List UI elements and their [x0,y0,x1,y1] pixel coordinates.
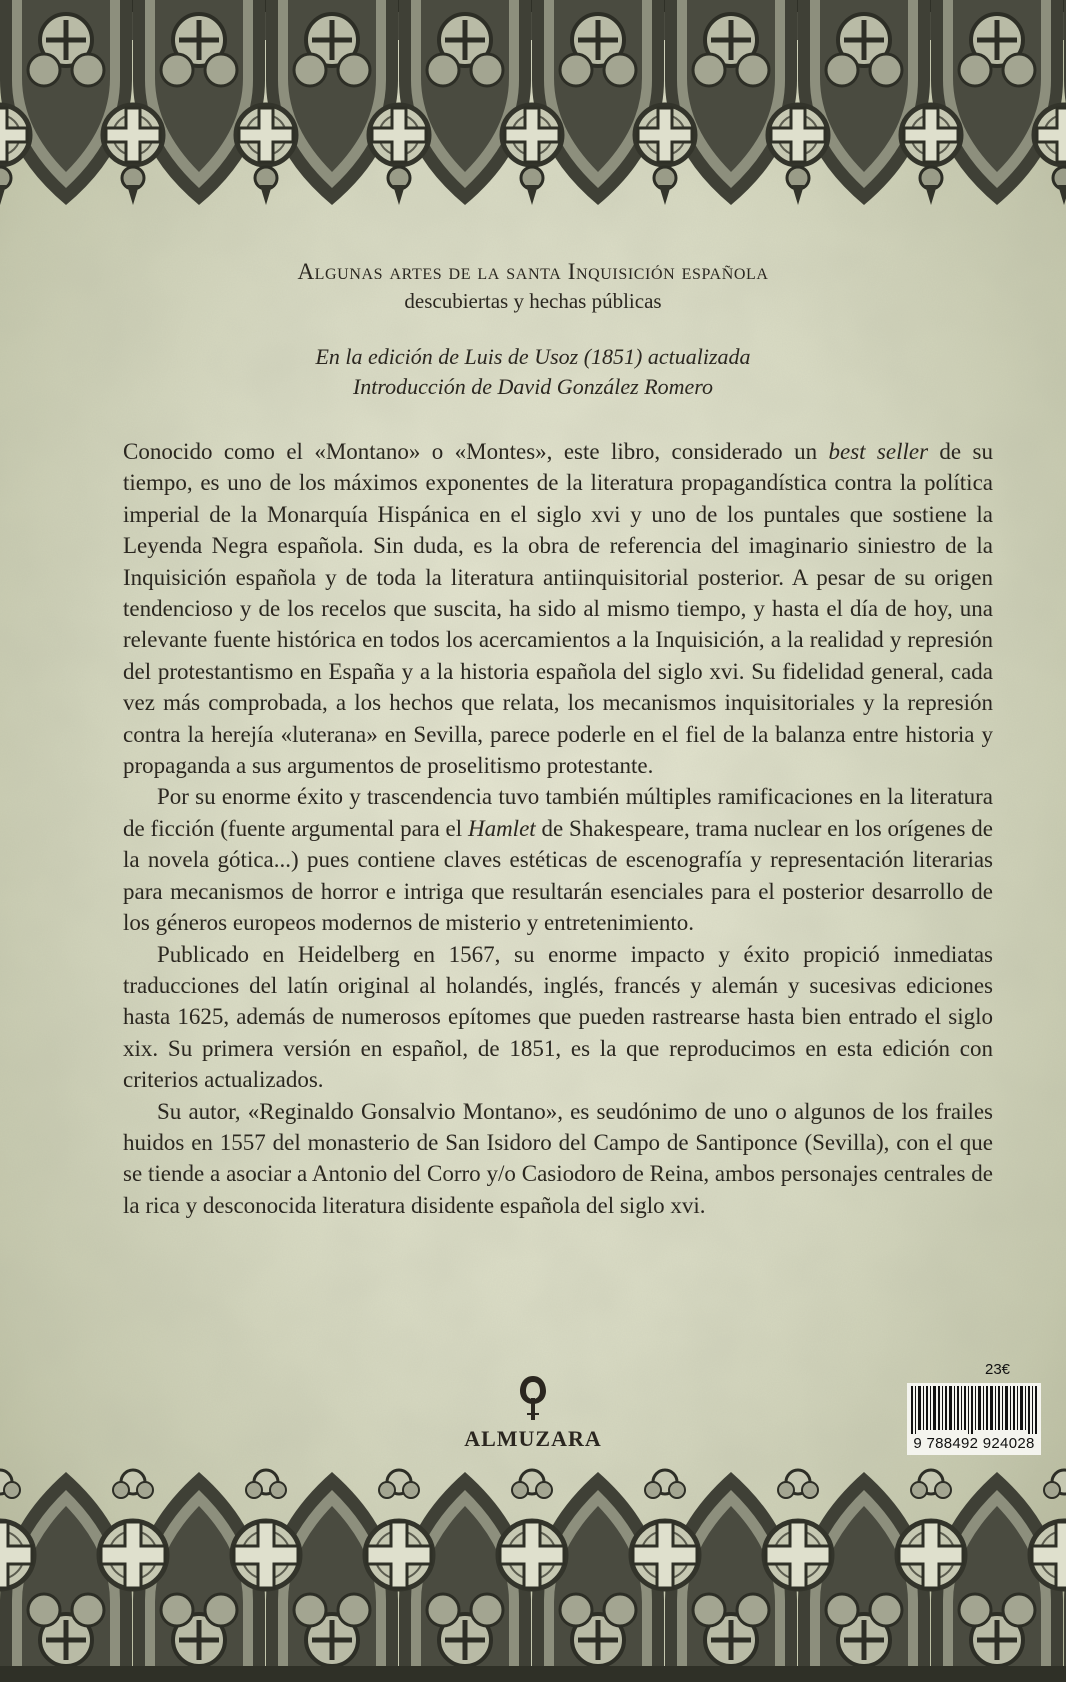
book-title: Algunas artes de la santa Inquisición española [297,259,769,284]
edition-line: En la edición de Luis de Usoz (1851) actualizada [315,344,751,369]
almuzara-emblem-icon [516,1374,550,1422]
italic-term: best seller [828,439,929,464]
publisher-logo [453,1374,613,1452]
edition-note [0,342,1066,402]
blurb-text [123,436,993,1221]
isbn-number: 9 788492 924028 [913,1435,1035,1452]
blurb-paragraph: Publicado en Heidelberg en 1567, su enorme impacto y éxito propició inmediatas traducciones del latín original al holandés, inglés, francés y alemán y sucesivas ediciones hasta 1625, además de numerosos epítomes que pueden rastrearse hasta bien entrado el siglo xix. Su primera versión en español, de 1851, es la que reproducimos en esta edición con criterios actualizados. [123,941,993,1093]
publisher-name: ALMUZARA [464,1426,602,1451]
blurb-paragraph [123,436,993,781]
text-span: de Shakespeare, trama nuclear en los orígenes de la novela gótica...) pues contiene claves estéticas de escenografía y representación literarias para mecanismos de horror e intriga que resultarán esenciales para el posterior desarrollo de los géneros europeos modernos de misterio y entretenimiento. [123,815,994,936]
price-label: 23€ [985,1361,1011,1378]
text-span: Por su enorme éxito y trascendencia tuvo también múltiples ramificaciones en la literatura de ficción (fuente argumental para el [123,784,993,841]
book-subtitle: descubiertas y hechas públicas [404,289,662,313]
bottom-ornament-border [0,1460,1066,1682]
text-span: Conocido como el «Montano» o «Montes», este libro, considerado un [123,439,829,464]
blurb-paragraph [123,781,993,938]
text-span: de su tiempo, es uno de los máximos exponentes de la literatura propagandística contra la política imperial de la Monarquía Hispánica en el siglo xvi y uno de los puntales que sostiene la Leyenda Negra española. Sin duda, es la obra de referencia del imaginario siniestro de la Inquisición española y de toda la literatura antiinquisitorial posterior. A pesar de su origen tendencioso y de los recelos que suscita, ha sido al mismo tiempo, y hasta el día de hoy, una relevante fuente histórica en todos los acercamientos a la Inquisición, a la realidad y represión del protestantismo en España y a la historia española del siglo xvi. Su fidelidad general, cada vez más comprobada, a los hechos que relata, los mecanismos inquisitoriales y la represión contra la herejía «luterana» en Sevilla, parece poderle en el fiel de la balanza entre historia y propaganda a sus argumentos de proselitismo protestante. [123,439,993,779]
isbn-barcode [907,1383,1041,1455]
top-ornament-border [0,0,1066,215]
introduction-line: Introducción de David González Romero [352,374,714,399]
blurb-paragraph: Su autor, «Reginaldo Gonsalvio Montano», es seudónimo de uno o algunos de los frailes huidos en 1557 del monasterio de San Isidoro del Campo de Santiponce (Sevilla), con el que se tiende a asociar a Antonio del Corro y/o Casiodoro de Reina, ambos personajes centrales de la rica y desconocida literatura disidente española del siglo xvi. [123,1098,993,1218]
barcode-bars [911,1386,1037,1434]
italic-term: Hamlet [467,815,536,841]
title-block [0,258,1066,402]
